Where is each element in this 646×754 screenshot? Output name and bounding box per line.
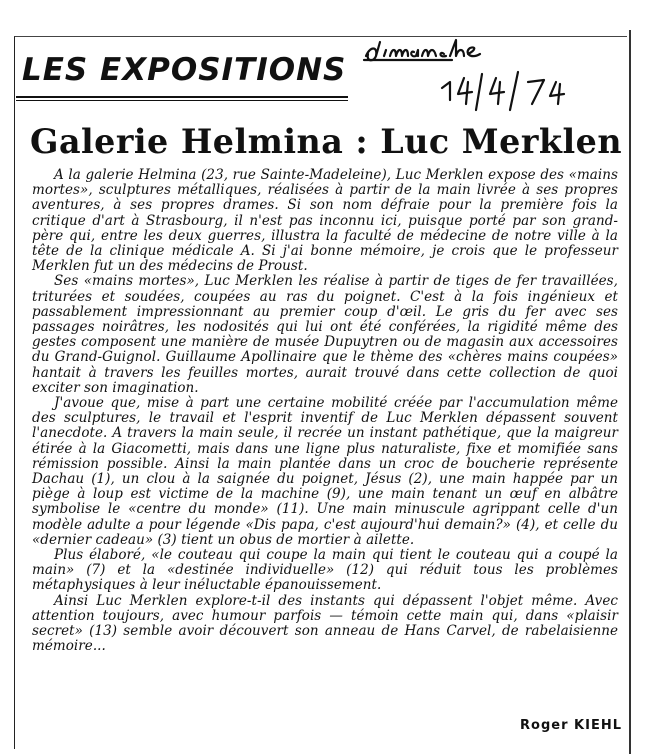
paragraph: A la galerie Helmina (23, rue Sainte-Madeleine), Luc Merklen expose des «mains mortes», sculptures métalliques, réalisées à partir de la main livrée à ses propres aventures, à ses propres drames. Si son nom défraie pour la première fois la critique d'art à Strasbourg, il n'est pas inconnu ici, puisque porté par son grand-père qui, entre les deux guerres, illustra la faculté de médecine de notre ville à la tête de la clinique médicale A. Si j'ai bonne mémoire, je crois que le professeur Merklen fut un des médecins de Proust. [32, 167, 618, 275]
section-rule-thin [16, 100, 348, 101]
page-edge-line [629, 30, 631, 754]
handwritten-date-annotation [360, 38, 590, 114]
paragraph: Plus élaboré, «le couteau qui coupe la main qui tient le couteau qui a coupé la main» (7) et la «destinée individuelle» (12) qui réduit tous les problèmes métaphysiques à leur inéluctable épanouissement. [32, 547, 618, 594]
paragraph: Ses «mains mortes», Luc Merklen les réalise à partir de tiges de fer travaillées, triturées et soudées, coupées au ras du poignet. C'est à la fois ingénieux et passablement impressionnant au premier coup d'œil. Le gris du fer avec ses passages noirâtres, les nodosités qui lui ont été conférées, la rigidité même des gestes composent une manière de musée Dupuytren ou de magasin aux accessoires du Grand-Guignol. Guillaume Apollinaire que le thème des «chères mains coupées» hantait à travers les feuilles mortes, aurait trouvé dans cette collection de quoi exciter son imagination. [32, 273, 618, 396]
paragraph: Ainsi Luc Merklen explore-t-il des instants qui dépassent l'objet même. Avec attention toujours, avec humour parfois — témoin cette main qui, dans «plaisir secret» (13) semble avoir découvert son anneau de Hans Carvel, de rabelaisienne mémoire... [32, 592, 618, 655]
article-body [32, 168, 618, 655]
paragraph: J'avoue que, mise à part une certaine mobilité créée par l'accumulation même des sculptures, le travail et l'esprit inventif de Luc Merklen dépassent souvent l'anecdote. A travers la main seule, il recrée un instant pathétique, que la maigreur étirée à la Giacometti, mais dans une ligne plus naturaliste, fixe et momifiée sans rémission possible. Ainsi la main plantée dans un croc de boucherie représente Dachau (1), un clou à la saignée du poignet, Jésus (2), une main happée par un piège à loup est victime de la machine (9), une main tenant un œuf en albâtre symbolise le «centre du monde» (11). Une main minuscule agrippant celle d'un modèle adulte a pour légende «Dis papa, c'est aujourd'hui demain?» (4), et celle du «dernier cadeau» (3) tient un obus de mortier à ailette. [32, 395, 618, 548]
section-rule [16, 96, 348, 98]
article-headline: Galerie Helmina : Luc Merklen [30, 122, 623, 162]
section-title: LES EXPOSITIONS [22, 52, 347, 88]
author-byline: Roger KIEHL [520, 718, 622, 733]
handwriting-scribble [360, 38, 590, 114]
